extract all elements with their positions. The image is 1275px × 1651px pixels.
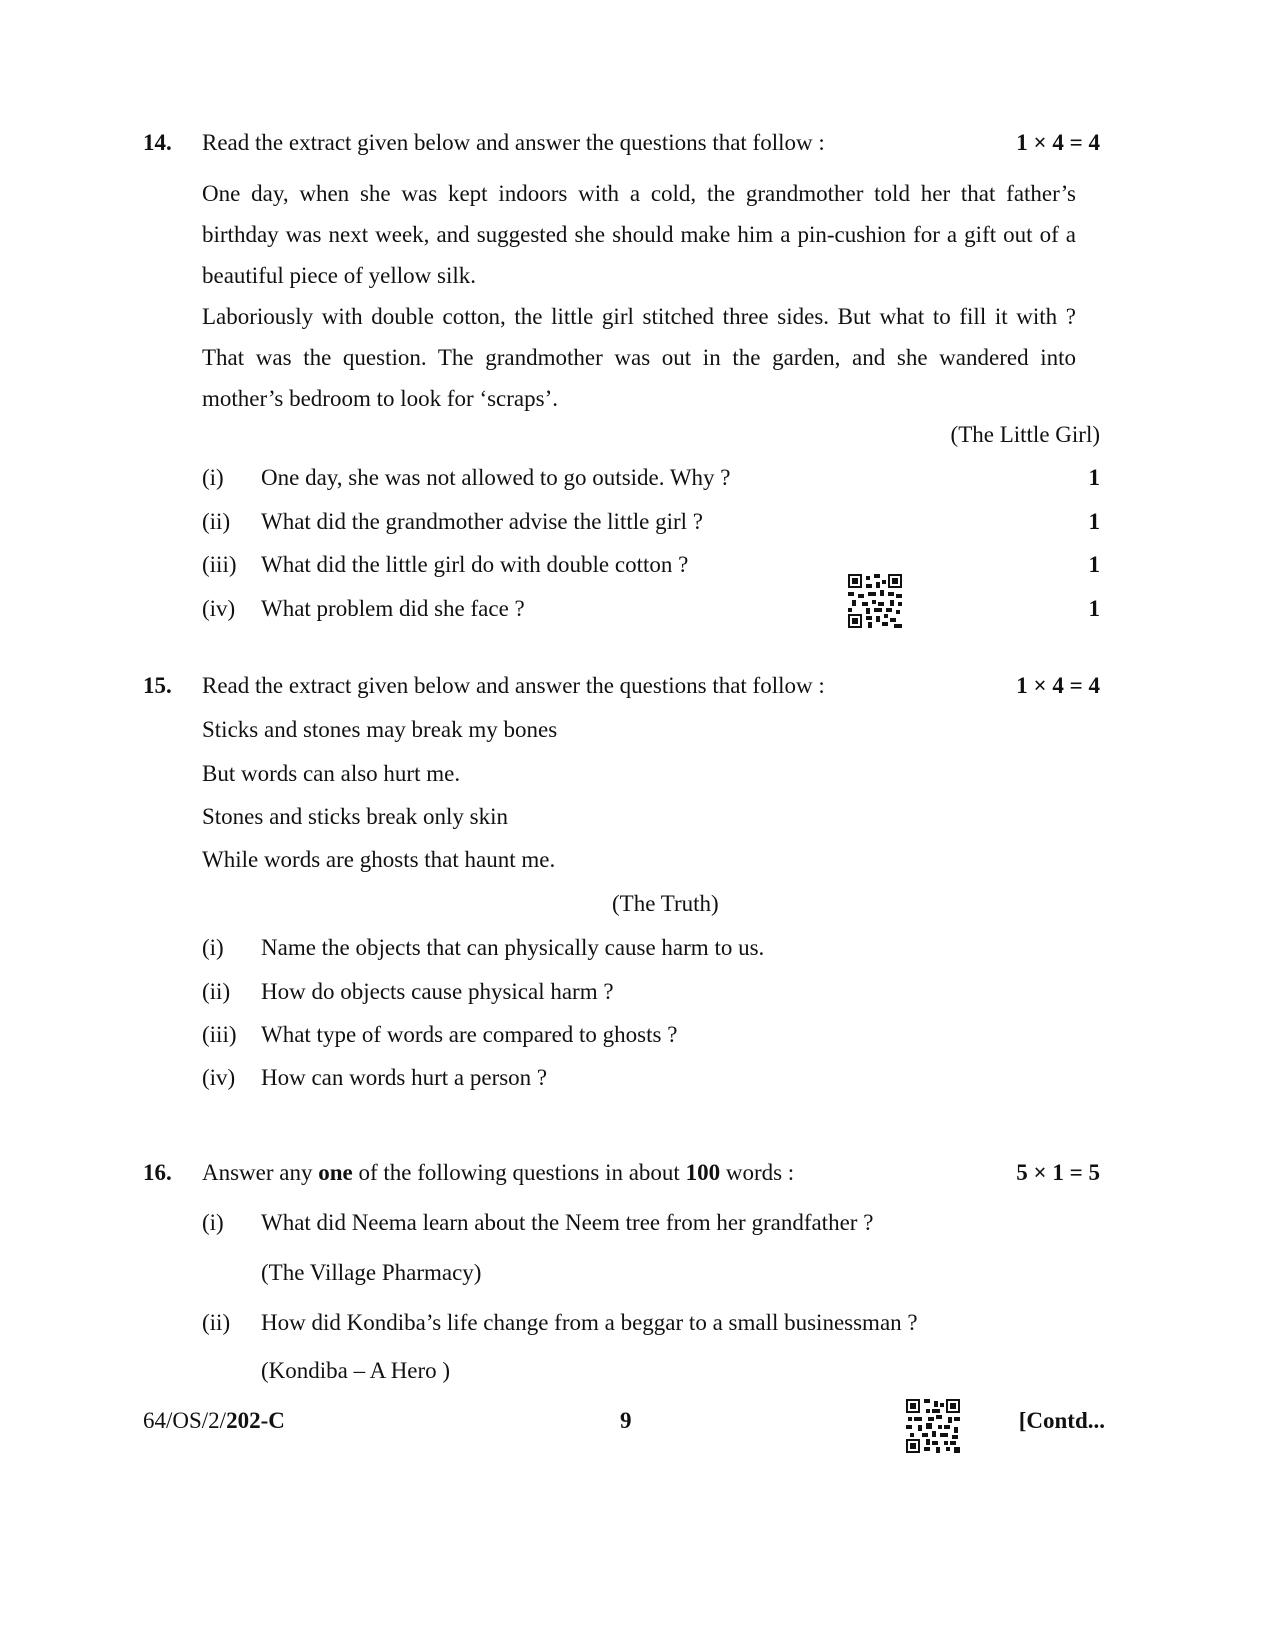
q16-marks: 5 × 1 = 5 bbox=[1016, 1160, 1100, 1185]
q14-subq-3-mark: 1 bbox=[1088, 552, 1100, 577]
q16-number: 16. bbox=[143, 1160, 172, 1185]
footer-code-prefix: 64/OS/2/ bbox=[143, 1408, 227, 1433]
footer-qr-code-icon bbox=[906, 1399, 960, 1453]
q15-poem-line-1: Sticks and stones may break my bones bbox=[202, 717, 558, 742]
q15-subq-2-text: How do objects cause physical harm ? bbox=[261, 979, 614, 1004]
q14-subq-1-num: (i) bbox=[202, 465, 224, 490]
q14-subq-3-text: What did the little girl do with double cotton ? bbox=[261, 552, 689, 577]
q15-instruction: Read the extract given below and answer the questions that follow : bbox=[202, 673, 825, 698]
q15-subq-3-num: (iii) bbox=[202, 1022, 237, 1047]
q14-source: (The Little Girl) bbox=[950, 422, 1100, 447]
q15-subq-1-num: (i) bbox=[202, 935, 224, 960]
q14-subq-4-mark: 1 bbox=[1088, 596, 1100, 621]
q16-instruction-post: words : bbox=[720, 1160, 795, 1185]
q14-number: 14. bbox=[143, 130, 172, 155]
q14-instruction: Read the extract given below and answer the questions that follow : bbox=[202, 130, 825, 155]
footer-paper-code bbox=[143, 1408, 285, 1434]
q14-subq-1-text: One day, she was not allowed to go outside. Why ? bbox=[261, 465, 731, 490]
q14-subq-4-num: (iv) bbox=[202, 596, 236, 621]
q14-marks: 1 × 4 = 4 bbox=[1016, 130, 1100, 155]
contd-label: [Contd... bbox=[1018, 1408, 1105, 1433]
q16-subq-2-num: (ii) bbox=[202, 1310, 231, 1335]
q16-subq-1-text: What did Neema learn about the Neem tree from her grandfather ? bbox=[261, 1210, 874, 1235]
q15-poem-line-4: While words are ghosts that haunt me. bbox=[202, 847, 556, 872]
q15-marks: 1 × 4 = 4 bbox=[1016, 673, 1100, 698]
q16-instruction bbox=[202, 1160, 794, 1186]
q16-instruction-mid: of the following questions in about bbox=[352, 1160, 686, 1185]
q16-subq-2-source: (Kondiba – A Hero ) bbox=[261, 1358, 451, 1383]
q16-subq-2-text: How did Kondiba’s life change from a beggar to a small businessman ? bbox=[261, 1310, 918, 1335]
q15-subq-4-num: (iv) bbox=[202, 1065, 236, 1090]
q14-subq-2-text: What did the grandmother advise the little girl ? bbox=[261, 509, 703, 534]
footer-code-bold: 202-C bbox=[226, 1408, 285, 1433]
q15-poem-line-3: Stones and sticks break only skin bbox=[202, 804, 508, 829]
q15-subq-4-text: How can words hurt a person ? bbox=[261, 1065, 548, 1090]
q16-instruction-pre: Answer any bbox=[202, 1160, 319, 1185]
q14-paragraph-2: Laboriously with double cotton, the little girl stitched three sides. But what to fill it with ? That was the question. The grandmother was out in the garden, and she wandered into mother’s bedroom to look for ‘scraps’. bbox=[202, 304, 1076, 411]
q15-number: 15. bbox=[143, 673, 172, 698]
q15-subq-1-text: Name the objects that can physically cause harm to us. bbox=[261, 935, 765, 960]
q16-instruction-bold-one: one bbox=[318, 1160, 353, 1185]
qr-code-icon bbox=[848, 574, 902, 628]
q16-instruction-bold-100: 100 bbox=[685, 1160, 721, 1185]
q14-subq-4-text: What problem did she face ? bbox=[261, 596, 525, 621]
q15-subq-3-text: What type of words are compared to ghosts ? bbox=[261, 1022, 678, 1047]
q15-source: (The Truth) bbox=[612, 891, 719, 916]
q16-subq-1-num: (i) bbox=[202, 1210, 224, 1235]
q14-subq-3-num: (iii) bbox=[202, 552, 237, 577]
q16-subq-1-source: (The Village Pharmacy) bbox=[261, 1260, 482, 1285]
q14-subq-2-num: (ii) bbox=[202, 509, 231, 534]
q14-paragraph-1: One day, when she was kept indoors with a cold, the grandmother told her that father’s birthday was next week, and suggested she should make him a pin-cushion for a gift out of a beautiful piece of yellow silk. bbox=[202, 181, 1076, 288]
page-number: 9 bbox=[620, 1408, 632, 1433]
q14-subq-1-mark: 1 bbox=[1088, 465, 1100, 490]
q14-subq-2-mark: 1 bbox=[1088, 509, 1100, 534]
q15-subq-2-num: (ii) bbox=[202, 979, 231, 1004]
q15-poem-line-2: But words can also hurt me. bbox=[202, 761, 461, 786]
